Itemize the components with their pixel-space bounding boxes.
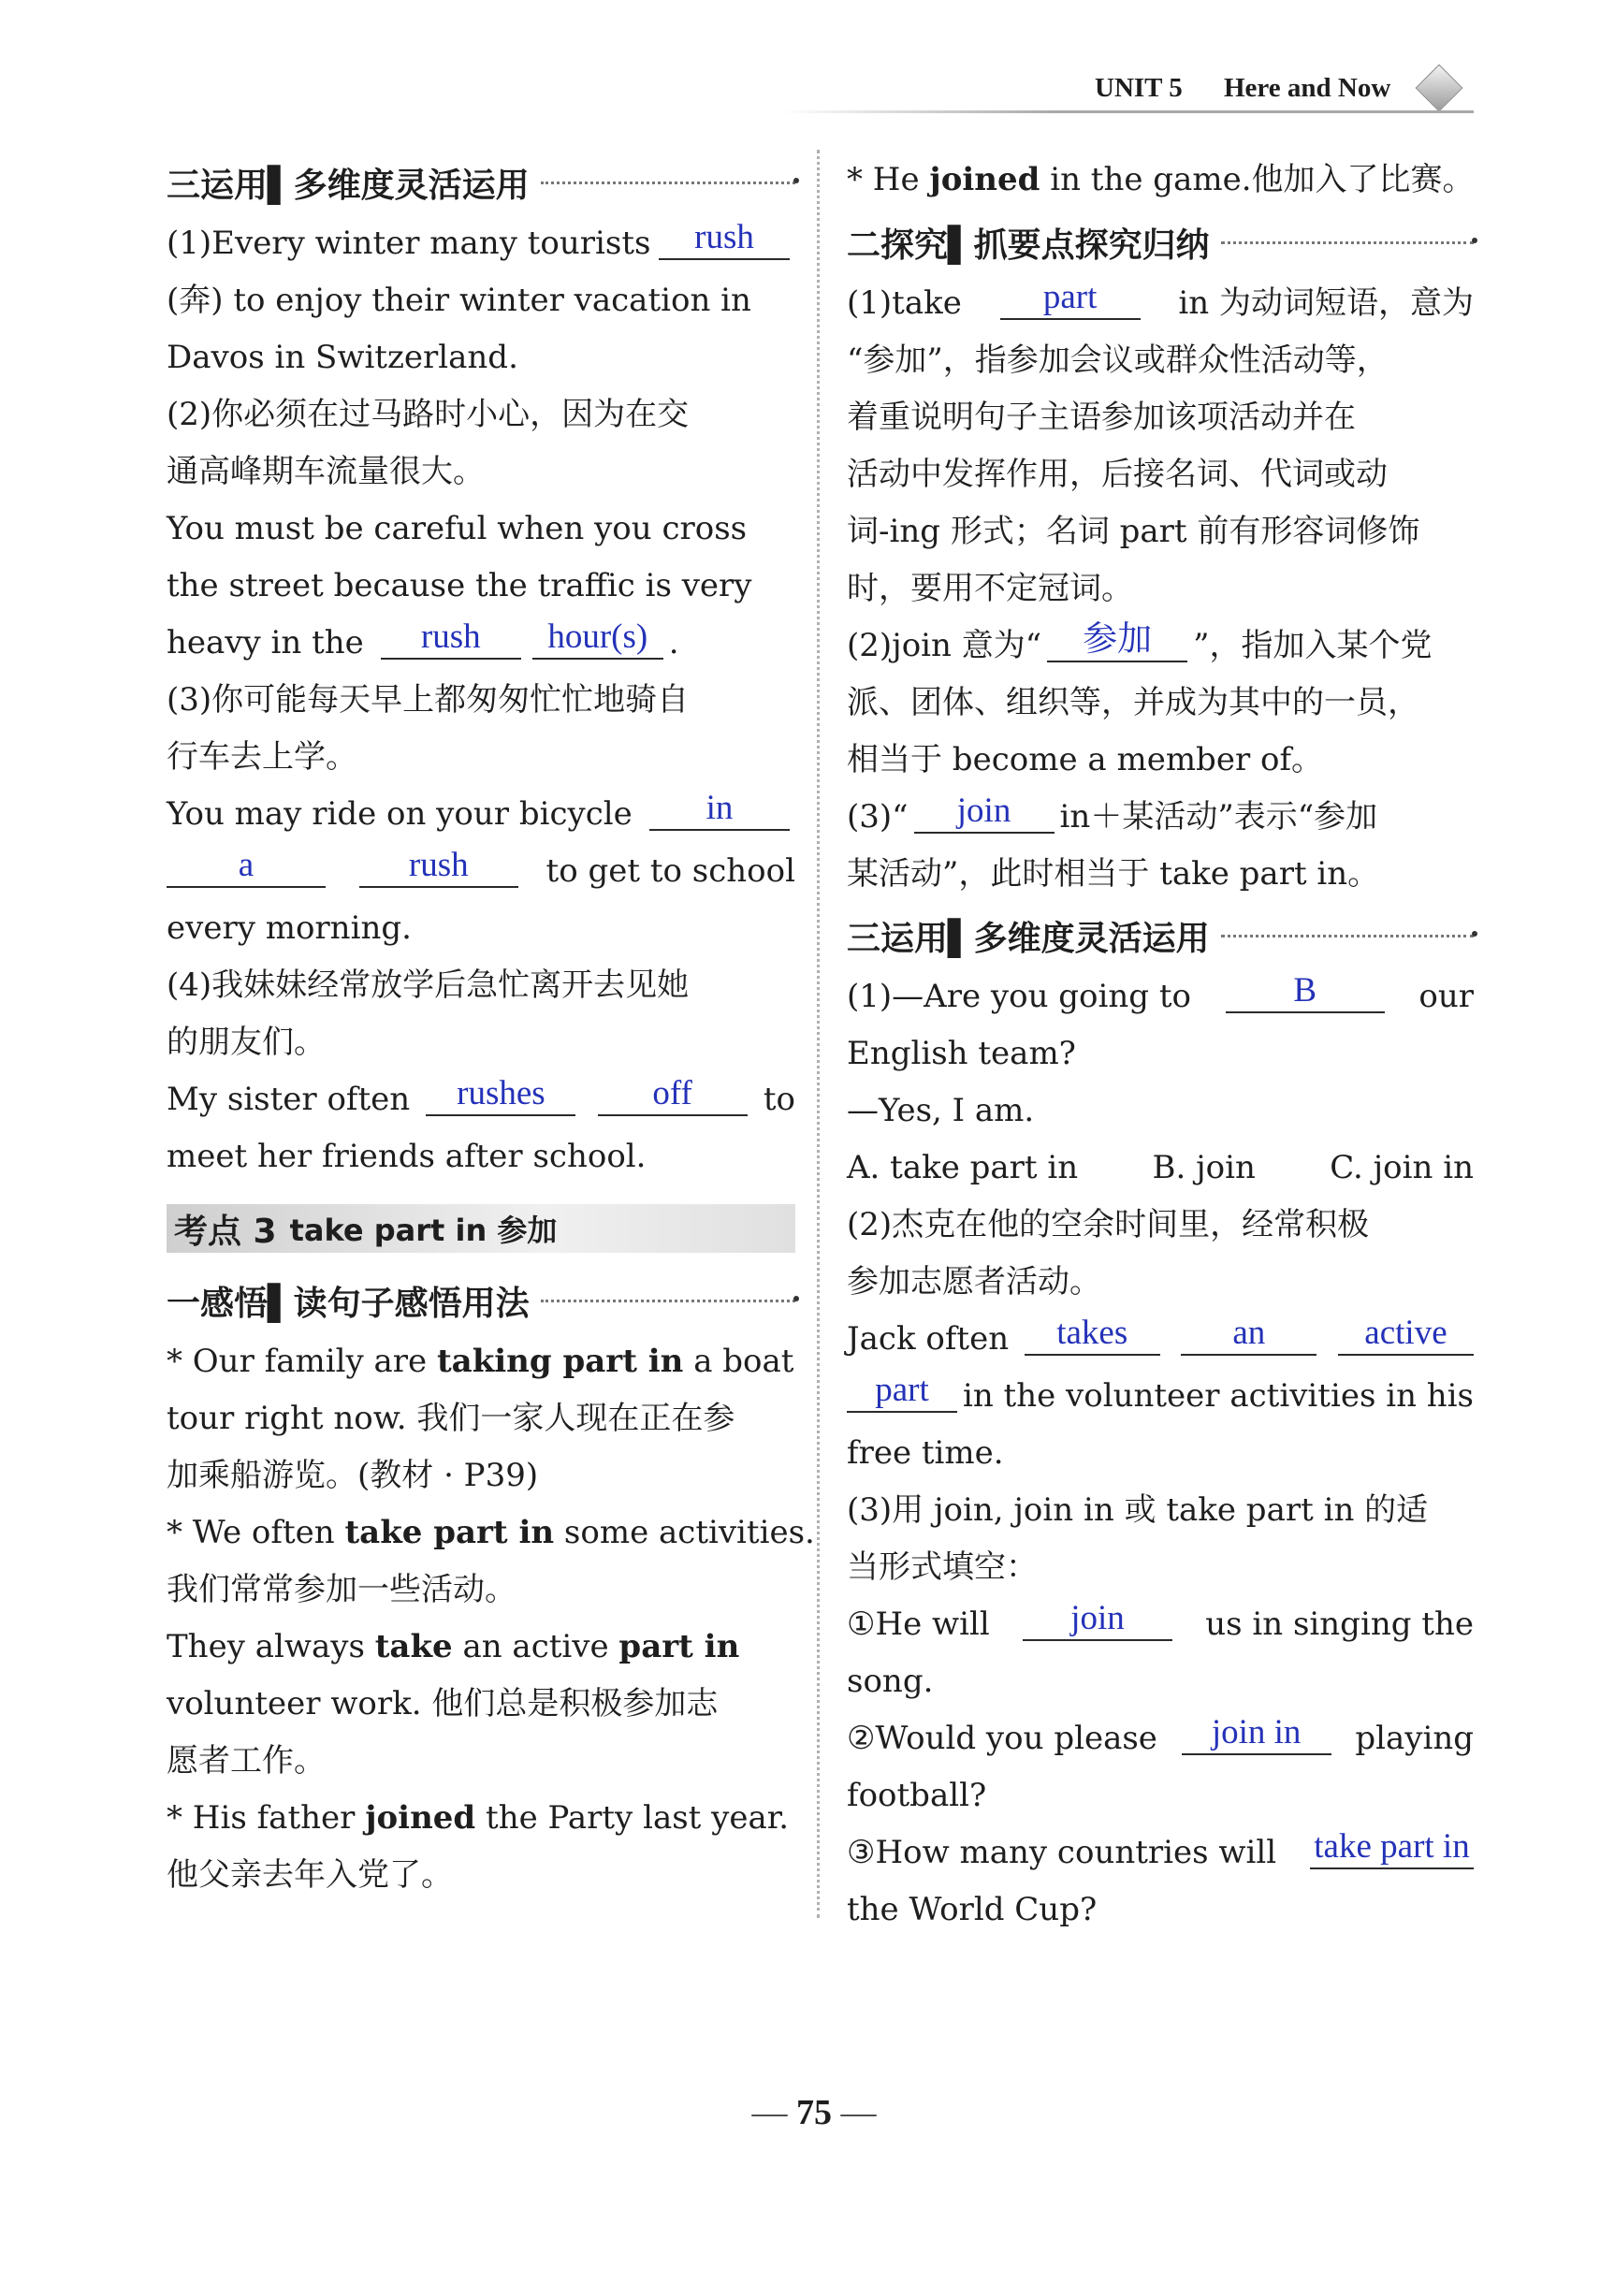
e2-line1	[847, 618, 1474, 675]
q4-line2	[167, 1014, 795, 1071]
p1-options	[847, 1140, 1474, 1197]
option-b: B. join	[1152, 1149, 1256, 1186]
text: (3)用 join, join in 或 take part in 的适	[847, 1491, 1429, 1529]
text: They always take an active part in	[167, 1628, 740, 1665]
answer-blank: take part in	[1310, 1826, 1474, 1869]
text: 参加志愿者活动。	[847, 1263, 1101, 1301]
p1-line1	[847, 968, 1474, 1025]
q1-line3	[167, 329, 795, 386]
answer-blank: rush	[359, 845, 518, 888]
text: (1)Every winter many tourists	[167, 225, 651, 262]
text: 当形式填空：	[847, 1548, 1038, 1586]
p3-line1	[847, 1482, 1474, 1539]
text: (2)你必须在过马路时小心，因为在交	[167, 396, 690, 433]
answer-blank: join	[914, 791, 1055, 834]
s1-line3	[167, 1447, 795, 1504]
column-divider	[817, 150, 820, 1918]
section-title: 二探究▌抓要点探究归纳	[847, 225, 1210, 265]
page-header	[1095, 65, 1469, 112]
text: You may ride on your bicycle	[167, 795, 633, 833]
unit-label: UNIT 5	[1095, 73, 1183, 103]
text: us in singing the	[1205, 1606, 1474, 1643]
text: 相当于 become a member of。	[847, 741, 1324, 778]
e3-line1	[847, 789, 1474, 846]
q4-line4	[167, 1128, 795, 1185]
text: 的朋友们。	[167, 1024, 326, 1061]
s3-line2	[167, 1676, 795, 1733]
p2-line3	[847, 1311, 1474, 1368]
q4-line3	[167, 1071, 795, 1128]
text: “参加”，指参加会议或群众性活动等，	[847, 341, 1389, 379]
answer-blank: rushes	[426, 1073, 575, 1116]
page-number: — 75 —	[751, 2093, 877, 2132]
answer-blank: in	[649, 788, 790, 831]
section-heading-perceive	[167, 1268, 795, 1333]
q3-line2	[167, 729, 795, 786]
text: (2)杰克在他的空余时间里，经常积极	[847, 1206, 1370, 1243]
text: 着重说明句子主语参加该项活动并在	[847, 399, 1356, 436]
section-heading-apply	[167, 150, 795, 215]
e2-line3	[847, 732, 1474, 789]
s4-line2	[167, 1847, 795, 1904]
page-number-value: 75	[796, 2093, 832, 2132]
text: every morning.	[167, 909, 412, 947]
p3-item1-cont	[847, 1653, 1474, 1710]
answer-blank: 参加	[1047, 619, 1187, 662]
answer-blank: takes	[1025, 1313, 1160, 1356]
text: volunteer work. 他们总是积极参加志	[167, 1685, 719, 1722]
answer-blank: an	[1181, 1313, 1316, 1356]
e1-line2	[847, 332, 1474, 389]
p3-item3-cont	[847, 1882, 1474, 1939]
text: Jack often	[847, 1320, 1010, 1358]
text: (3)你可能每天早上都匆匆忙忙地骑自	[167, 681, 690, 719]
text: Davos in Switzerland.	[167, 339, 518, 376]
p1-line2	[847, 1025, 1474, 1083]
text: the World Cup?	[847, 1891, 1098, 1928]
answer-blank: join in	[1182, 1712, 1331, 1755]
text: 派、团体、组织等，并成为其中的一员，	[847, 684, 1419, 721]
text: 他父亲去年入党了。	[167, 1856, 453, 1894]
answer-blank: a	[167, 845, 326, 888]
dotted-rule	[1221, 241, 1474, 244]
text: in＋某活动”表示“参加	[1059, 798, 1378, 836]
text: 某活动”，此时相当于 take part in。	[847, 855, 1380, 893]
e2-line2	[847, 675, 1474, 732]
p3-item1	[847, 1596, 1474, 1653]
option-a: A. take part in	[847, 1149, 1079, 1186]
section-title: 三运用▌多维度灵活运用	[847, 919, 1210, 958]
q2-line5	[167, 615, 795, 672]
p3-item2-cont	[847, 1767, 1474, 1824]
key-point-tag: 考点 3	[174, 1212, 277, 1251]
text: to	[763, 1081, 795, 1118]
text: 活动中发挥作用，后接名词、代词或动	[847, 456, 1388, 493]
s4-line1	[167, 1790, 795, 1847]
text: 通高峰期车流量很大。	[167, 453, 485, 490]
s2-line1	[167, 1504, 815, 1562]
text: .	[668, 624, 679, 661]
text: ②Would you please	[847, 1720, 1157, 1757]
option-c: C. join in	[1330, 1149, 1474, 1186]
e1-line4	[847, 446, 1474, 503]
answer-blank: part	[1000, 277, 1141, 320]
text: to get to school	[545, 852, 795, 890]
text: tour right now. 我们一家人现在正在参	[167, 1400, 735, 1437]
q3-line5	[167, 900, 795, 957]
text: (3)“	[847, 798, 909, 836]
p2-line2	[847, 1254, 1474, 1311]
section-heading-apply-2	[847, 903, 1474, 968]
q1-line2	[167, 272, 795, 329]
text: free time.	[847, 1434, 1004, 1472]
text: ③How many countries will	[847, 1834, 1277, 1871]
e1-line6	[847, 560, 1474, 618]
text: (4)我妹妹经常放学后急忙离开去见她	[167, 966, 690, 1004]
answer-blank: B	[1226, 970, 1385, 1013]
p2-line4	[847, 1368, 1474, 1425]
answer-blank: join	[1023, 1598, 1172, 1641]
text: You must be careful when you cross	[167, 510, 748, 547]
p1-line3	[847, 1083, 1474, 1140]
q3-line3	[167, 786, 795, 843]
text: 加乘船游览。(教材 · P39)	[167, 1457, 539, 1494]
key-point-title: take part in 参加	[289, 1213, 558, 1248]
text: heavy in the	[167, 624, 364, 661]
q2-line1	[167, 386, 795, 443]
text: in 为动词短语，意为	[1178, 284, 1474, 322]
p2-line1	[847, 1197, 1474, 1254]
dotted-rule	[1221, 935, 1474, 937]
text: (1)—Are you going to	[847, 978, 1191, 1015]
p3-line2	[847, 1539, 1474, 1596]
text: ”，指加入某个党	[1193, 627, 1433, 664]
text: (2)join 意为“	[847, 627, 1042, 664]
section-heading-explore	[847, 210, 1474, 275]
dotted-rule	[541, 182, 795, 184]
text: in the volunteer activities in his	[962, 1377, 1474, 1415]
text: our	[1418, 978, 1474, 1015]
key-point-banner	[167, 1204, 795, 1253]
text: (1)take	[847, 284, 962, 322]
text: 愿者工作。	[167, 1742, 326, 1780]
text: ①He will	[847, 1606, 990, 1643]
s5-line1	[847, 150, 1474, 210]
q1-line1	[167, 215, 795, 272]
text: football?	[847, 1777, 987, 1814]
text: * He joined in the game.他加入了比赛。	[847, 160, 1475, 198]
header-rule	[781, 110, 1474, 113]
answer-blank: active	[1338, 1313, 1474, 1356]
unit-title: Here and Now	[1224, 73, 1391, 103]
text: —Yes, I am.	[847, 1092, 1035, 1129]
dotted-rule	[541, 1300, 795, 1302]
q2-line3	[167, 501, 795, 558]
text: English team?	[847, 1035, 1076, 1072]
text: 我们常常参加一些活动。	[167, 1571, 516, 1608]
text: playing	[1355, 1720, 1474, 1757]
text: * Our family are taking part in a boat	[167, 1343, 794, 1380]
s3-line1	[167, 1619, 795, 1676]
section-title: 三运用▌多维度灵活运用	[167, 166, 530, 205]
text: meet her friends after school.	[167, 1138, 647, 1175]
text: the street because the traffic is very	[167, 567, 752, 604]
text: 词-ing 形式；名词 part 前有形容词修饰	[847, 513, 1420, 550]
section-title: 一感悟▌读句子感悟用法	[167, 1284, 530, 1323]
diamond-icon	[1416, 65, 1463, 112]
text: 时，要用不定冠词。	[847, 570, 1133, 607]
left-column	[167, 150, 815, 1904]
answer-blank: rush	[659, 217, 790, 260]
p2-line5	[847, 1425, 1474, 1482]
q2-line2	[167, 443, 795, 501]
s1-line2	[167, 1390, 795, 1447]
q3-line1	[167, 672, 795, 729]
s1-line1	[167, 1333, 795, 1390]
text: 行车去上学。	[167, 738, 357, 776]
e1-line5	[847, 503, 1474, 560]
e3-line2	[847, 846, 1474, 903]
answer-blank: off	[598, 1073, 748, 1116]
text: My sister often	[167, 1081, 411, 1118]
s3-line3	[167, 1733, 795, 1790]
answer-blank: rush	[381, 617, 521, 660]
e1-line3	[847, 389, 1474, 446]
text: song.	[847, 1663, 934, 1700]
answer-blank: hour(s)	[532, 617, 663, 660]
text: * We often take part in some activities.	[167, 1514, 815, 1551]
answer-blank: part	[847, 1370, 957, 1413]
q3-line4	[167, 843, 795, 900]
p3-item2	[847, 1710, 1474, 1767]
q4-line1	[167, 957, 795, 1014]
text: (奔) to enjoy their winter vacation in	[167, 282, 751, 319]
text: * His father joined the Party last year.	[167, 1799, 790, 1837]
s2-line2	[167, 1562, 795, 1619]
p3-item3	[847, 1824, 1474, 1882]
right-column	[847, 150, 1474, 1939]
q2-line4	[167, 558, 795, 615]
e1-line1	[847, 275, 1474, 332]
